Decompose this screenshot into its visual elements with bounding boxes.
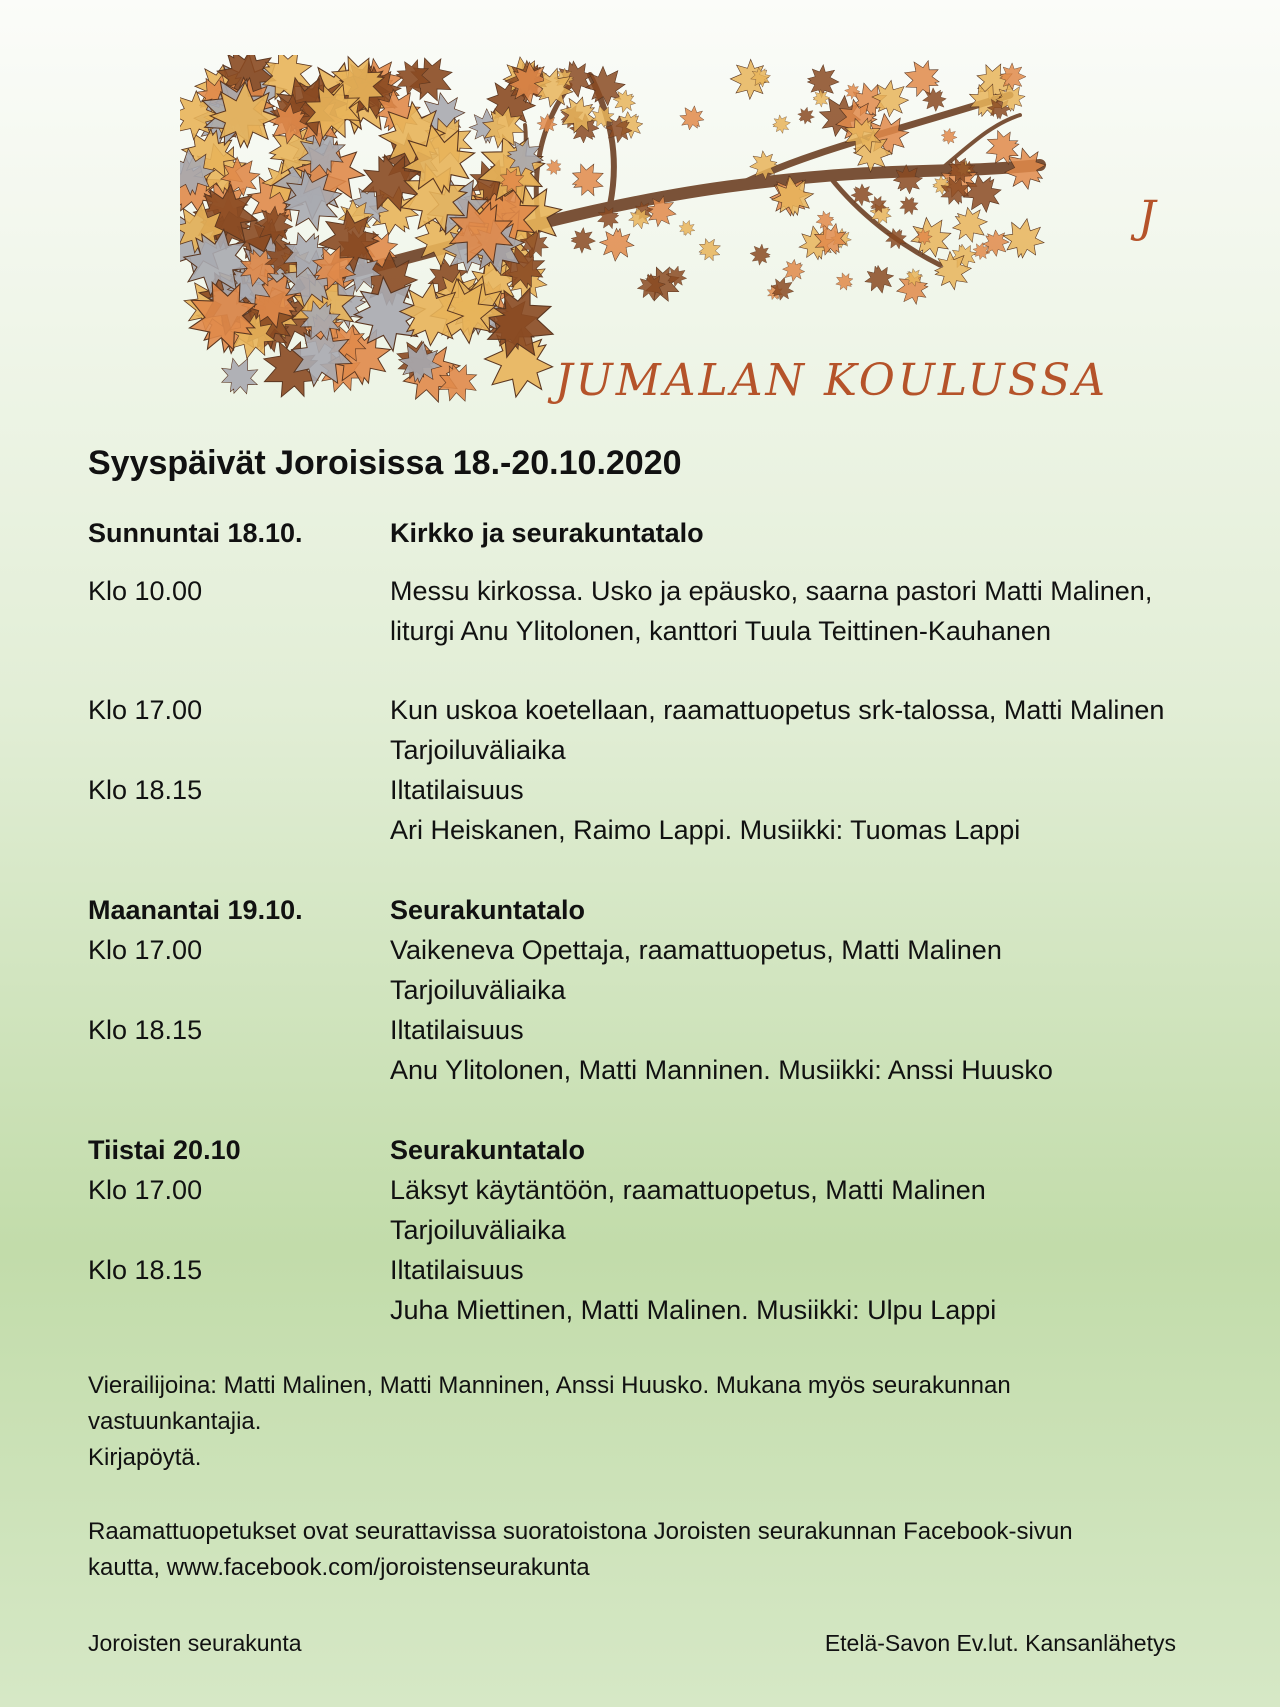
- event-description: Anu Ylitolonen, Matti Manninen. Musiikki: Anssi Huusko: [390, 1055, 1053, 1085]
- day-location-tuesday: Seurakuntatalo: [390, 1135, 586, 1165]
- maple-leaf-icon: [598, 227, 636, 263]
- maple-leaf-icon: [832, 269, 856, 294]
- maple-leaf-icon: [887, 158, 929, 200]
- maple-leaf-icon: [938, 125, 961, 148]
- bookstall-note: Kirjapöytä.: [88, 1444, 202, 1471]
- event-time: Klo 17.00: [88, 695, 203, 725]
- event-description: Tarjoiluväliaika: [390, 735, 566, 765]
- event-description: Juha Miettinen, Matti Malinen. Musiikki: Ulpu Lappi: [390, 1295, 997, 1325]
- event-description: Iltatilaisuus: [390, 1015, 524, 1045]
- page-title: JUMALAN KOULUSSA: [555, 355, 1109, 406]
- maple-leaf-icon: [862, 263, 897, 297]
- event-subtitle: Syyspäivät Joroisissa 18.-20.10.2020: [88, 444, 682, 482]
- event-time: Klo 10.00: [88, 576, 203, 606]
- event-description: Kun uskoa koetellaan, raamattuopetus srk-talossa, Matti Malinen: [390, 695, 1165, 725]
- maple-leaf-icon: [536, 113, 558, 134]
- footer-parish: Joroisten seurakunta: [88, 1630, 302, 1656]
- event-time: Klo 18.15: [88, 1015, 203, 1045]
- footer-organization: Etelä-Savon Ev.lut. Kansanlähetys: [824, 1630, 1176, 1656]
- event-description: Iltatilaisuus: [390, 775, 524, 805]
- event-time: Klo 17.00: [88, 1175, 203, 1205]
- event-time: Klo 17.00: [88, 935, 203, 965]
- stream-note-link: kautta, www.facebook.com/joroistenseurakunta: [88, 1554, 590, 1581]
- maple-leaf-icon: [214, 350, 265, 400]
- guests-note: vastuunkantajia.: [88, 1408, 262, 1435]
- maple-leaf-icon: [1000, 63, 1026, 91]
- day-heading-sunday: Sunnuntai 18.10.: [88, 518, 303, 548]
- maple-leaf-icon: [771, 113, 792, 135]
- day-heading-tuesday: Tiistai 20.10: [88, 1135, 241, 1165]
- day-location-sunday: Kirkko ja seurakuntatalo: [390, 518, 704, 548]
- day-heading-monday: Maanantai 19.10.: [88, 895, 303, 925]
- maple-leaf-icon: [677, 218, 697, 238]
- event-description: Iltatilaisuus: [390, 1255, 524, 1285]
- maple-leaf-icon: [570, 227, 596, 254]
- stream-note: Raamattuopetukset ovat seurattavissa suoratoistona Joroisten seurakunnan Facebook-sivun: [88, 1518, 1073, 1545]
- maple-leaf-icon: [794, 103, 818, 127]
- maple-leaf-icon: [695, 235, 724, 265]
- event-description: liturgi Anu Ylitolonen, kanttori Tuula Teittinen-Kauhanen: [390, 616, 1051, 646]
- guests-note: Vierailijoina: Matti Malinen, Matti Manninen, Anssi Huusko. Mukana myös seurakunnan: [88, 1372, 1011, 1399]
- event-time: Klo 18.15: [88, 1255, 203, 1285]
- maple-leaf-icon: [543, 156, 564, 177]
- maple-leaf-icon: [749, 243, 772, 267]
- maple-leaf-icon: [813, 89, 831, 107]
- maple-leaf-icon: [566, 157, 609, 201]
- event-description: Vaikeneva Opettaja, raamattuopetus, Matti Malinen: [390, 935, 1002, 965]
- day-location-monday: Seurakuntatalo: [390, 895, 586, 925]
- event-description: Tarjoiluväliaika: [390, 975, 566, 1005]
- maple-leaf-icon: [896, 193, 922, 219]
- maple-leaf-icon: [675, 101, 709, 135]
- logo-letter-j: J: [1138, 192, 1156, 243]
- maple-leaf-icon: [1000, 215, 1048, 261]
- event-description: Ari Heiskanen, Raimo Lappi. Musiikki: Tuomas Lappi: [390, 815, 1021, 845]
- event-description: Messu kirkossa. Usko ja epäusko, saarna pastori Matti Malinen,: [390, 576, 1153, 606]
- event-description: Tarjoiluväliaika: [390, 1215, 566, 1245]
- event-description: Läksyt käytäntöön, raamattuopetus, Matti Malinen: [390, 1175, 986, 1205]
- event-time: Klo 18.15: [88, 775, 203, 805]
